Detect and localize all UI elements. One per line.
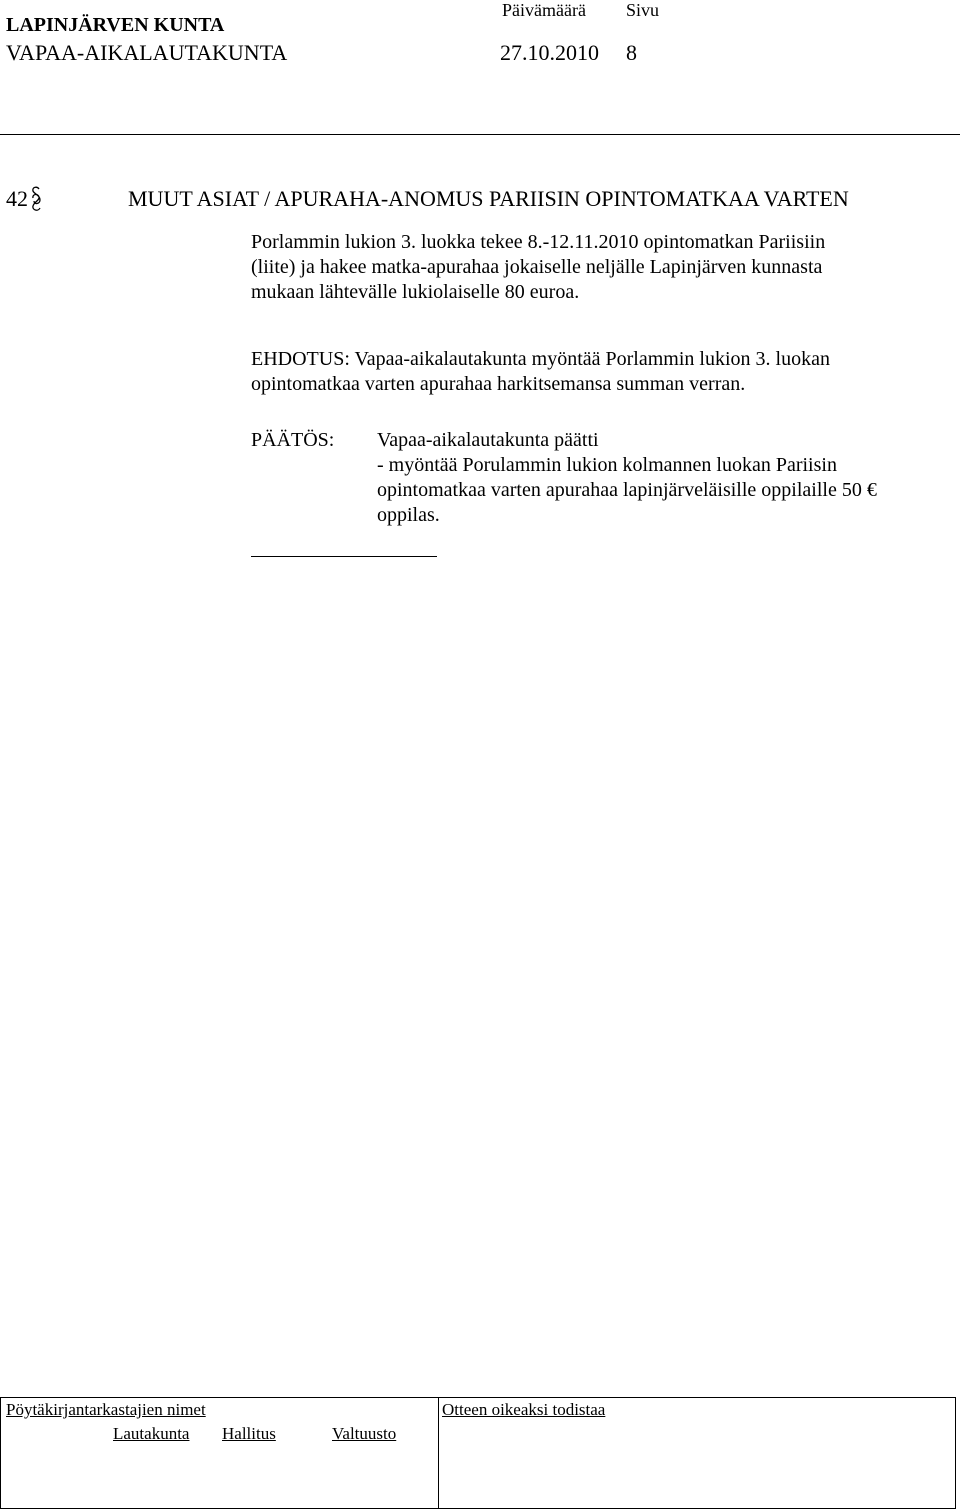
decision-label: PÄÄTÖS: <box>251 429 335 451</box>
section-sign-icon <box>30 186 42 212</box>
body-lautakunta: Lautakunta <box>113 1424 190 1443</box>
body-valtuusto: Valtuusto <box>332 1424 397 1443</box>
section-title: MUUT ASIAT / APURAHA-ANOMUS PARIISIN OPINTOMATKAA VARTEN <box>128 186 849 211</box>
page-label: Sivu <box>626 0 660 20</box>
signature-footer <box>0 1397 956 1509</box>
paragraph-line: EHDOTUS: Vapaa-aikalautakunta myöntää Porlammin lukion 3. luokan <box>251 348 830 370</box>
footer-divider <box>438 1398 439 1508</box>
decision-line: Vapaa-aikalautakunta päätti <box>377 429 599 451</box>
end-rule <box>251 556 437 557</box>
background-paragraph <box>251 230 825 305</box>
examiners-label: Pöytäkirjantarkastajien nimet <box>6 1400 206 1419</box>
organization-name: LAPINJÄRVEN KUNTA <box>6 14 225 36</box>
decision-text <box>377 428 877 528</box>
board-name: VAPAA-AIKALAUTAKUNTA <box>6 40 288 65</box>
meeting-date: 27.10.2010 <box>500 40 599 65</box>
header-divider <box>0 134 960 135</box>
paragraph-line: mukaan lähtevälle lukiolaiselle 80 euroa. <box>251 281 580 303</box>
certified-label: Otteen oikeaksi todistaa <box>442 1400 606 1419</box>
date-label: Päivämäärä <box>502 0 586 20</box>
body-hallitus: Hallitus <box>222 1424 276 1443</box>
decision-line: opintomatkaa varten apurahaa lapinjärveläisille oppilaille 50 € <box>377 479 877 501</box>
paragraph-line: opintomatkaa varten apurahaa harkitsemansa summan verran. <box>251 373 746 395</box>
section-number: 42 <box>6 186 28 211</box>
decision-line: oppilas. <box>377 504 440 526</box>
proposal-paragraph <box>251 347 830 397</box>
paragraph-line: (liite) ja hakee matka-apurahaa jokaiselle neljälle Lapinjärven kunnasta <box>251 256 823 278</box>
page-number: 8 <box>626 40 637 65</box>
decision-line: - myöntää Porulammin lukion kolmannen luokan Pariisin <box>377 454 837 476</box>
paragraph-line: Porlammin lukion 3. luokka tekee 8.-12.11.2010 opintomatkan Pariisiin <box>251 231 826 253</box>
